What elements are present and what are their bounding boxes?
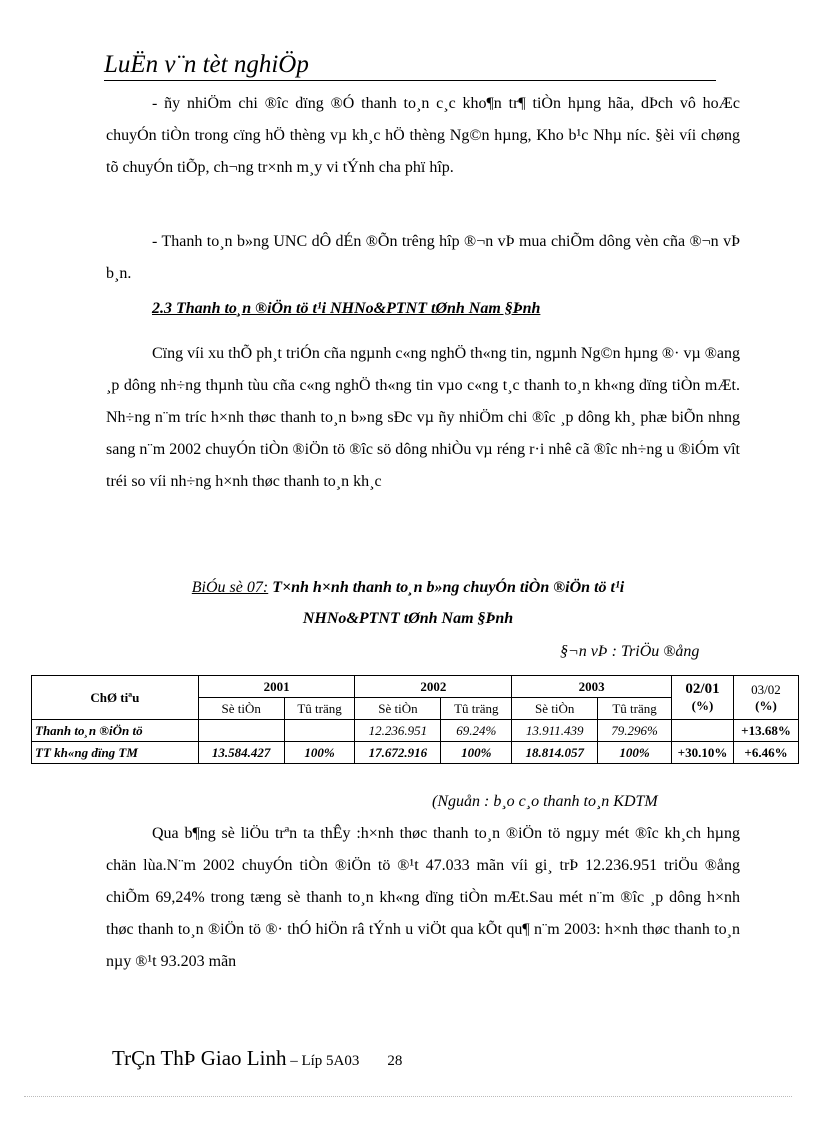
sub-share-2001: Tû träng <box>284 698 355 720</box>
cell-amount-2001: 13.584.427 <box>198 742 284 764</box>
source-note: (Nguån : b¸o c¸o thanh to¸n KDTM <box>432 793 658 810</box>
footer-class: – Líp 5A03 <box>286 1053 360 1069</box>
section-title: 2.3 Thanh to¸n ®iÖn tö t¹i NHNo&PTNT tØnh Nam §Þnh <box>152 300 541 317</box>
table-caption <box>80 579 736 597</box>
col-change-0201-label: 02/01 <box>685 680 720 697</box>
col-year-2002: 2002 <box>355 676 512 698</box>
paragraph-analysis: Qua b¶ng sè liÖu trªn ta thÊy :h×nh thøc thanh to¸n ®iÖn tö ngµy mét ®îc kh¸ch hµng chän lùa.N¨m 2002 chuyÓn tiÒn ®iÖn tö ®¹t 47.033 mãn víi gi¸ trÞ 12.236.951 triÖu ®ång chiÕm 69,24% trong tæng sè thanh to¸n kh«ng dïng tiÒn mÆt.Sau mét n¨m ®îc ¸p dông h×nh thøc thanh to¸n ®iÖn tö ®· thÓ hiÖn râ tÝnh u viÖt qua kÕt qu¶ n¨m 2003: h×nh thøc thanh to¸n nµy ®¹t 93.203 mãn <box>106 825 740 970</box>
cell-amount-2002: 17.672.916 <box>355 742 441 764</box>
col-year-2003: 2003 <box>512 676 672 698</box>
cell-amount-2003: 18.814.057 <box>512 742 598 764</box>
table-caption-label: BiÓu sè 07: <box>191 579 269 596</box>
cell-change-0302: +13.68% <box>733 720 798 742</box>
table-row <box>32 720 799 742</box>
table-caption-title: T×nh h×nh thanh to¸n b»ng chuyÓn tiÒn ®iÖn tö t¹i <box>272 579 625 596</box>
cell-amount-2002: 12.236.951 <box>355 720 441 742</box>
cell-amount-2003: 13.911.439 <box>512 720 598 742</box>
sub-amount-2002: Sè tiÒn <box>355 698 441 720</box>
page-bottom-rule <box>24 1096 792 1097</box>
cell-share-2003: 79.296% <box>598 720 672 742</box>
row-label-noncash: TT kh«ng dïng TM <box>32 742 199 764</box>
cell-change-0201 <box>672 720 734 742</box>
header-title: LuËn v¨n tèt nghiÖp <box>104 51 309 78</box>
cell-share-2001 <box>284 720 355 742</box>
col-change-0302-pct: (%) <box>755 697 777 713</box>
sub-share-2003: Tû träng <box>598 698 672 720</box>
paragraph-unc-drawback: - Thanh to¸n b»ng UNC dÔ dÉn ®Õn trêng hîp ®¬n vÞ mua chiÕm dông vèn cña ®¬n vÞ b¸n. <box>106 233 740 282</box>
sub-amount-2003: Sè tiÒn <box>512 698 598 720</box>
page-number: 28 <box>387 1053 403 1069</box>
footer-author: TrÇn ThÞ Giao Linh <box>112 1046 287 1070</box>
cell-share-2002: 69.24% <box>441 720 512 742</box>
page-header <box>104 46 716 81</box>
col-change-0201-pct: (%) <box>691 697 714 713</box>
cell-share-2003: 100% <box>598 742 672 764</box>
page-footer <box>112 1046 402 1071</box>
cell-change-0201: +30.10% <box>672 742 734 764</box>
col-change-0302 <box>733 676 798 720</box>
cell-share-2002: 100% <box>441 742 512 764</box>
cell-share-2001: 100% <box>284 742 355 764</box>
sub-amount-2001: Sè tiÒn <box>198 698 284 720</box>
payment-table <box>31 675 799 764</box>
cell-amount-2001 <box>198 720 284 742</box>
col-indicator: ChØ tiªu <box>32 676 199 720</box>
col-change-0201 <box>672 676 734 720</box>
row-label-electronic: Thanh to¸n ®iÖn tö <box>32 720 199 742</box>
table-caption-line2: NHNo&PTNT tØnh Nam §Þnh <box>302 610 514 627</box>
table-unit: §¬n vÞ : TriÖu ®ång <box>560 643 700 660</box>
paragraph-unc-usage: - ñy nhiÖm chi ®îc dïng ®Ó thanh to¸n c¸c kho¶n tr¶ tiÒn hµng hãa, dÞch vô hoÆc chuyÓn tiÒn trong cïng hÖ thèng vµ kh¸c hÖ thèng Ng©n hµng, Kho b¹c Nhµ níc. §èi víi chøng tõ chuyÓn tiÕp, ch¬ng tr×nh m¸y vi tÝnh cha phï hîp. <box>106 95 740 176</box>
table-row <box>32 742 799 764</box>
cell-change-0302: +6.46% <box>733 742 798 764</box>
col-change-0302-label: 03/02 <box>751 681 781 697</box>
paragraph-it-development: Cïng víi xu thÕ ph¸t triÓn cña ngµnh c«ng nghÖ th«ng tin, ngµnh Ng©n hµng ®· vµ ®ang ¸p dông nh÷ng thµnh tùu cña c«ng nghÖ th«ng tin vµo c«ng t¸c thanh to¸n kh«ng dïng tiÒn mÆt. Nh÷ng n¨m tríc h×nh thøc thanh to¸n b»ng sÐc vµ ñy nhiÖm chi ®îc ¸p dông kh¸ phæ biÕn nhng sang n¨m 2002 chuyÓn tiÒn ®iÖn tö ®îc sö dông nhiÒu vµ réng r·i nhê cã ®îc nh÷ng u ®iÓm vît tréi so víi nh÷ng h×nh thøc thanh to¸n kh¸c <box>106 345 740 490</box>
col-year-2001: 2001 <box>198 676 355 698</box>
sub-share-2002: Tû träng <box>441 698 512 720</box>
